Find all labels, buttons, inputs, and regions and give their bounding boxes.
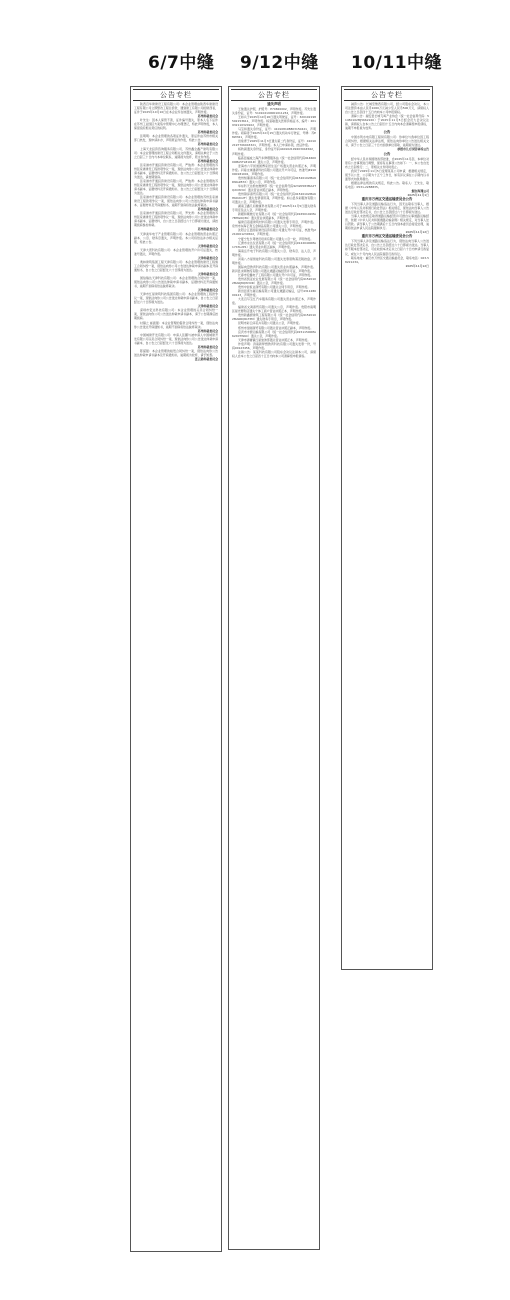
column-body xyxy=(342,102,432,268)
column-title: 公告专栏 xyxy=(344,89,430,101)
notice-paragraph: 上海天龙投资咨询服务有限公司、苏州鑫全鑫产建筑有限公司：本企业管理的建设工程合同相关文件遗失，请相关单位于公告之日起三十日内与本单位联系，逾期视为放弃，原文件作废。 xyxy=(134,146,218,159)
notice-signature: 天津仲裁委员会 xyxy=(197,304,218,309)
notice-paragraph: 昆明市彩云间花卉有限公司遗失公章，声明作废。 xyxy=(238,321,302,326)
notice-paragraph: 福建省文鸿商贸有限公司遗失公章，声明作废。贵阳市南明区星光便利店遗失个体工商户营业执照正本，声明作废。 xyxy=(232,305,316,314)
column-title: 公告专栏 xyxy=(231,89,317,101)
notice-paragraph: 张家港市开通投资建设有限公司、严俊青：本企业管理的苏州张家港建设工程款项争议一案，现依法向你公司公告送达仲裁申请书副本、证据材料及开庭通知书，自公告之日起经过六十日即视为送达。 xyxy=(134,178,218,196)
notice-paragraph: 贵州知墨商务有限公司（统一社会信用代码91520102MA6DNG2B7X）遗失公章，声明作废。 xyxy=(232,175,316,184)
notice-paragraph: 宁夏宁发乐驾驶员培训有限公司遗失公章一枚，声明作废。 xyxy=(238,236,314,241)
notice-column-1 xyxy=(130,86,222,1252)
column-header-1: 6/7中缝 xyxy=(148,53,215,73)
notice-paragraph: 福建百蓓嘉建筑材料有限公司遗失发票专用章，声明作废。泉州市东海亿利五金制品有限公司遗失公章，声明作废。 xyxy=(232,220,316,229)
notice-paragraph: 贵州省凯亚农业发展有限公司（统一社会信用代码91520102MA6J8QW3XR）遗失公章，声明作废。 xyxy=(232,276,316,286)
notice-paragraph: 宜宾市丰源运输有限公司（统一社会信用代码91511500MA62X0TW6C）遗失公章，声明作废。 xyxy=(232,329,316,338)
notice-paragraph: 中国城建开发有限公司：申请人张鹏与被申请人中国城建开发有限公司买卖合同纠纷一案，现依法向你公司公告送达仲裁申请书副本，自公告之日起经过六十日即视为送达。 xyxy=(134,332,218,345)
notice-paragraph: 天津美华电子产业管理有限公司：本企业管理的营业执照正副本、公章、财务章遗失，声明作废。本公司将依法补办相关证照，特此公告。 xyxy=(134,231,218,244)
notice-signature: 苏州仲裁委员会 xyxy=(197,158,218,163)
notice-paragraph: 河南八方星智能科技有限公司遗失发票领购簿及税控盘，声明作废。 xyxy=(232,256,316,265)
notice-paragraph: 叶先生：因本人保管不善，证件编号遗失，原本人名下证件在苏州工业园区方案集中管理中心办理登记，特此声明作废，本人保留追究相关责任的权利。 xyxy=(134,118,218,131)
notice-signature: 苏州仲裁委员会 xyxy=(197,344,218,349)
column-header-3: 10/11中缝 xyxy=(351,53,443,73)
notice-paragraph: 天津市红星建筑科技集团有限公司：本企业管理的工程款争议一案，现依法向你公司公告送达仲裁申请书副本，自公告之日起经过六十日即视为送达。 xyxy=(134,292,218,305)
notice-paragraph: 郑州市金刚商贸有限公司遗失营业执照正副本，声明作废。 xyxy=(238,325,314,330)
notice-paragraph: 湖南卫鑫几何健康科技有限公司于2025年11月5日遗失财务专用章及法人章，声明作废。 xyxy=(232,204,316,213)
notice-signature: 天津仲裁委员会 xyxy=(197,255,218,260)
notice-paragraph: 海南岳升电子科技有限公司遗失公章、财务章、法人章，声明作废。 xyxy=(232,248,316,257)
notice-paragraph: 国信瑞达天津科技有限公司：本企业管理的合同纠纷一案，现依法向你公司公告送达仲裁申请书副本、证据材料及开庭通知书，逾期不到庭将依法缺席裁决。 xyxy=(134,276,218,289)
notice-paragraph: 当事人未按规定取得道路运输经营许可擅自从事道路运输经营，依据《中华人民共和国道路运输条例》相关规定，对当事人处以罚款。请当事人于公告期满后十五日内到本委员会接受处理，逾期将依法申请人民法院强制执行。 xyxy=(345,214,429,231)
notice-paragraph: 奥林建筑集团工程天津有限公司：本企业管理的建设工程施工合同纠纷一案，现依法向你公司公告送达仲裁申请书副本及开庭通知书，自公告之日起经过六十日即视为送达。 xyxy=(134,259,218,272)
column-header-2: 9/12中缝 xyxy=(240,53,319,73)
notice-paragraph: 王如兵于2025年10月20日遗失驾驶证，证号：320102198502153611，声明作废。杨爱敏遗失医师资格证书，编号：201932110320102，声明作废。 xyxy=(232,115,316,128)
notice-date: 2025年11月12日 xyxy=(405,230,429,235)
notice-paragraph: 华东科天达机电维修部（统一社会信用代码92320583MA2TQ2CW3U）遗失营业执照正副本，声明作废。 xyxy=(232,183,316,192)
notice-signature: 苏州仲裁委员会 xyxy=(197,142,218,147)
notice-paragraph: 田常青于2025年11月3日遗失第二代身份证，证号：410102197706043321，声明作废。本人已申请补领，此证作废。 xyxy=(232,139,316,148)
notice-paragraph: 张家港市开通投资建设有限公司：本企业管理的苏州张家港建设工程款项争议一案，现依法向你公司公告送达仲裁申请书副本、证据材料及开庭通知书，逾期不到庭将依法缺席裁决。 xyxy=(134,195,218,208)
notice-paragraph: 贵州锦泽商贸有限公司（统一社会信用代码91520102MA6HKD2C2F）遗失发票领用簿，声明作废。如山县多彩服饰有限公司遗失公章，声明作废。 xyxy=(232,191,316,205)
notice-date: 2025年11月1日 xyxy=(407,192,429,197)
notice-paragraph: 减资公告：长城至豫西有限公司，经公司股东会决议，本公司注册资本由人民币1000万元减少至人民币500万元，请债权人自公告之日起四十五日内向本公司申报债权。 xyxy=(345,102,429,115)
notice-paragraph: 新田县喜乐屋运输有限公司遗失道路运输证，证号431128000123，声明作废。 xyxy=(232,289,316,298)
notice-paragraph: 作废声明：济南新梦想教育科技有限公司遗失发票一份，号码00123456，声明作废。 xyxy=(232,341,316,350)
notice-paragraph: 新疆和顺旅行社有限公司（统一社会信用代码91650102MA7BHG6Q3K）遗失营业执照副本，声明作废。 xyxy=(232,212,316,221)
notice-paragraph: 沈阳合江县国家建设投资有限公司遗失开户许可证，核准号J2210001234502，声明作废。 xyxy=(232,228,316,237)
notice-signature: 苏州仲裁委员会 xyxy=(197,207,218,212)
notice-paragraph: 贵州新鑫源建筑工程有限公司（统一社会信用代码91520102MA6RQ0LT3M）遗失财务专用章，声明作废。 xyxy=(232,313,316,322)
notice-paragraph: 张明明：本企业管理的各项证件遗失，原证件由苏州市相关部门核发，现申请补办，声明原证件作废，特此公告。 xyxy=(134,134,218,143)
notice-signature: 天津仲裁委员会 xyxy=(197,271,218,276)
notice-signature: 烟台海翔公司 xyxy=(411,188,429,193)
notice-paragraph: 深圳市宏达科技有限公司：本企业管理的买卖合同纠纷一案，现依法向你公司公告送达仲裁申请书副本，请于公告期满后按期到庭。 xyxy=(134,308,218,321)
notice-signature: 苏州仲裁委员会 xyxy=(197,130,218,135)
column-body xyxy=(229,102,319,358)
notice-paragraph: 临高县福成之海汽车修理服务站（统一社会信用代码91460000MA5TL8101R）遗失公章，声明作废。 xyxy=(232,155,316,164)
notice-heading: 重庆市万州区交通运输委员会公告 xyxy=(361,196,413,201)
notice-paragraph: 大连百写宝红汽车服务有限公司遗失营业执照正本，声明作废。 xyxy=(232,297,316,306)
notice-paragraph: 陕西百华建建设工程有限公司：本企业管理由陕西华建建设工程有限公司立即整改工程总价款，遇到建工有限公司的陕西省，证件于2025年10月10日在本企业所在地遗失，声明作废。 xyxy=(134,102,218,115)
notice-paragraph: 下列当事人涉及道路运输违法行为，因无法联系当事人，根据《中华人民共和国行政处罚法》相关规定，现依法向当事人公告送达行政处罚决定书，自公告之日起经过六十日即视为送达。 xyxy=(345,201,429,215)
notice-paragraph: 杨秋颖遗失身份证，身份证号码440102199203044562，声明作废。 xyxy=(232,147,316,156)
notice-heading: 重庆市万州区交通运输委员会公告 xyxy=(361,234,413,239)
notice-paragraph: 辽源市永达仪表有限公司（统一社会信用代码91220400MA17X3L2P1）遗失营业执照正副本，声明作废。 xyxy=(232,240,316,249)
notice-paragraph: 注销公告：某某科技有限公司股东会决议注销本公司，请债权人自本公告之日起四十五日内向本公司清算组申报债权。 xyxy=(232,349,316,358)
notice-paragraph: 经中华人民共和国财政部批准，自2025年11月起，本单位对原有公告事项进行调整，现将有关事项公告如下：一、本公告自发布之日起施行；二、原相关文件同时废止。 xyxy=(345,156,429,169)
notice-paragraph: 天津大恩科技有限公司：本企业管理的开户许可证遗失，核准号遗失，声明作废。 xyxy=(134,247,218,256)
column-title: 公告专栏 xyxy=(133,89,219,101)
notice-paragraph: 陈富强：本企业管理的租赁合同纠纷一案，现依法向你公告送达仲裁申请书副本及开庭通知书，逾期视为放弃，请予知悉。 xyxy=(134,348,218,357)
notice-paragraph: 我局于2025年11月5日受理某某公司申请，根据相关规定，现予以公告，公示期为十五个工作日，如有异议请在公示期内以书面形式向我局提出。 xyxy=(345,168,429,181)
notice-paragraph: 中国水利水电有限工程局有限公司：你单位与我单位因工程合同纠纷，根据相关法律法规，现依法向你单位公告送达相关文书，请于公告之日起三十日内到我单位领取，逾期视为送达。 xyxy=(345,135,429,148)
notice-paragraph: 王俊遗失护照，护照号：E70820002，声明作废。苏先生遗失身份证，证号：510102199001011234，声明作废。 xyxy=(232,107,316,116)
notice-paragraph: 马宝和遗失身份证，证号：410108198803150421，声明作废。胡海涛于2025年10月15日遗失机动车行驶证，号牌：苏E8W321，声明作废。 xyxy=(232,127,316,140)
notice-paragraph: 天津市清塘镇红星装饰部遗失营业执照正本，声明作废。 xyxy=(238,337,311,342)
notice-signature: 苏州仲裁委员会 xyxy=(197,114,218,119)
notice-paragraph: 下列当事人涉及道路运输违法行为，现依法向当事人公告送达行政处罚决定书，自公告之日起经过六十日即视为送达。当事人如不服本处罚决定，可在收到本决定书之日起六十日内申请行政复议，或在六个月内向人民法院提起行政诉讼。 xyxy=(345,239,429,256)
notice-column-3 xyxy=(341,86,433,970)
notice-date: 2025年11月12日 xyxy=(405,263,429,268)
notice-paragraph: 张家港市开通投资建设有限公司、罗先青：本企业管理的苏州张家港建设工程款项争议一案，现依法向你公司公告送达仲裁申请书副本、证据材料，自公告之日起经过六十日即视为送达，请按期到庭参加仲裁。 xyxy=(134,211,218,228)
notice-paragraph: 张家港市开通投资建设有限公司、严俊青：本企业管理的苏州张家港建设工程款项争议一案，现依法向你公司公告送达仲裁申请书副本、证据材料及开庭通知书，自公告之日起经过六十日即视为送达，请按期到庭。 xyxy=(134,162,218,179)
notice-paragraph: 村镇之 崔振强：本企业管理的借款合同纠纷一案，现依法向你公告送达开庭通知书，逾期不到庭将依法缺席裁决。 xyxy=(134,320,218,329)
notice-heading: 遗失声明 xyxy=(267,102,281,106)
column-body xyxy=(131,102,221,361)
notice-paragraph: 根据法律法规的有关规定，特此公告。联系人：王先生，联系电话：0531-2288835。 xyxy=(345,180,429,189)
notice-signature: 连云港仲裁委员会 xyxy=(194,356,218,361)
notice-paragraph: 国际向量教育科技有限公司遗失营业执照副本，声明作废。新河县永顺物流有限公司遗失道路运输经营许可证，声明作废。 xyxy=(232,264,316,273)
notice-heading: 公告 xyxy=(383,130,391,135)
notice-signature: 天津仲裁委员会 xyxy=(197,288,218,293)
notice-paragraph: 联系地址：重庆市万州区交通运输委员会，联系电话：023-58221234。 xyxy=(345,255,429,264)
notice-paragraph: 贵州中信恒业商贸有限公司遗失合同专用章，声明作废。 xyxy=(238,285,311,290)
notice-signature: 苏州仲裁委员会 xyxy=(197,328,218,333)
notice-signature: 天津仲裁委员会 xyxy=(197,243,218,248)
notice-signature: 苏州仲裁委员会 xyxy=(197,227,218,232)
notice-paragraph: 麦海市六平街道国博家居生活广场遗失营业执照正本，声明作废。河南文体通新科技有限公司遗失开户许可证，核准号J4910000181001，声明作废。 xyxy=(232,163,316,176)
notice-signature: 承德市儿方国营林场公告 xyxy=(397,147,429,152)
notice-heading: 公告 xyxy=(383,151,391,156)
notice-paragraph: 长春市宏鑫电子工程有限公司遗失开户许可证，声明作废。 xyxy=(238,272,314,277)
notice-column-2 xyxy=(228,86,320,1250)
notice-paragraph: 清算公告：湖安县长城飞鸣产业协会（统一社会信用代码：51450102MJ5662220）于2025年11月5日经会员大会决议注销，请债权人自本公告之日起四十五日内向本会清算组申报债权，逾期不申报视为放弃。 xyxy=(345,114,429,131)
